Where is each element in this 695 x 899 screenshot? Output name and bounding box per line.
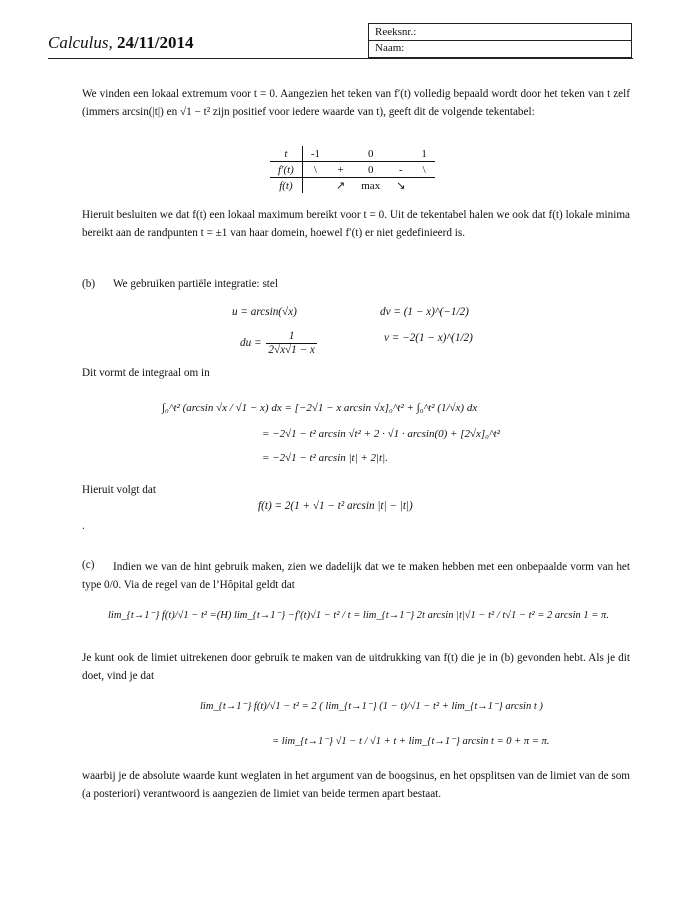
part-c-text: Indien we van de hint gebruik maken, zien we dadelijk dat we te maken hebben met een onbepaalde vorm van het type 0/0. Via de regel van de l’Hôpital geldt dat: [82, 561, 630, 591]
cell: [328, 146, 353, 162]
du-fraction: [266, 330, 317, 357]
part-c-text-2: Je kunt ook de limiet uitrekenen door gebruik te maken van de uitdrukking van f(t) die je in (b) gevonden hebt. Als je dit doet, vind je dat: [82, 652, 630, 682]
conclusion-paragraph: Hieruit besluiten we dat f(t) een lokaal maximum bereikt voor t = 0. Uit de tekentabel halen we ook dat f(t) lokale minima bereikt aan de randpunten t = ±1 van haar domein, hoewel f′(t) er niet gedefinieerd is.: [82, 209, 630, 239]
stray-dot: .: [82, 520, 85, 532]
du-lhs: du =: [240, 337, 262, 350]
cell: 0: [367, 147, 374, 160]
cell: 1: [421, 147, 427, 160]
integral-line-3: = −2√1 − t² arcsin |t| + 2|t|.: [262, 452, 388, 464]
cell: -1: [310, 147, 321, 160]
def-du: [240, 330, 319, 357]
reeksnr-label: Reeksnr.:: [375, 26, 417, 38]
cell: f′(t): [270, 162, 302, 178]
intro-paragraph: We vinden een lokaal extremum voor t = 0. Aangezien het teken van f′(t) volledig bepaald wordt door het teken van t zelf (immers arcsin(|t|) en √1 − t² zijn positief voor iedere waarde van t), geeft dit de volgende tekentabel:: [82, 88, 630, 118]
cell: [302, 178, 328, 194]
course-name: Calculus,: [48, 33, 113, 52]
cell: max: [353, 178, 388, 194]
cell: [413, 178, 435, 194]
cell: \: [302, 162, 328, 178]
cell: t: [270, 146, 302, 162]
follows-text: Hieruit volgt dat: [82, 484, 156, 496]
def-v: v = −2(1 − x)^(1/2): [384, 332, 473, 344]
part-c-label: (c): [82, 559, 95, 571]
du-numerator: 1: [266, 330, 317, 344]
student-info-box: [368, 23, 632, 58]
part-c-text-3: waarbij je de absolute waarde kunt weglaten in het argument van de boogsinus, en het opsplitsen van de limiet van de som (a posteriori) verantwoord is aangezien de limiet van beide termen apart bestaat.: [82, 770, 630, 800]
box-divider: [369, 40, 631, 41]
part-b-text: We gebruiken partiële integratie: stel: [113, 278, 278, 290]
cell: ↗: [328, 178, 353, 194]
part-b-label: (b): [82, 278, 96, 290]
exam-date: 24/11/2014: [116, 33, 194, 52]
integral-line-1: ∫₀^t² (arcsin √x / √1 − x) dx = [−2√1 − x arcsin √x]₀^t² + ∫₀^t² (1/√x) dx: [162, 402, 478, 414]
cell: ↘: [388, 178, 413, 194]
limit-line-1: lim_{t→1⁻} f(t)/√1 − t² =(H) lim_{t→1⁻} −f′(t)√1 − t² / t = lim_{t→1⁻} 2t arcsin |t|√1 − t² / t√1 − t² = 2 arcsin 1 = π.: [108, 610, 609, 621]
sign-row-fprime: [270, 162, 435, 178]
cell: +: [328, 162, 353, 178]
naam-label: Naam:: [375, 42, 405, 54]
def-dv: dv = (1 − x)^(−1/2): [380, 306, 469, 318]
cell: 0: [353, 162, 388, 178]
sign-row-t: [270, 146, 435, 162]
f-result: f(t) = 2(1 + √1 − t² arcsin |t| − |t|): [258, 500, 413, 512]
sign-row-f: [270, 178, 435, 194]
integral-line-2: = −2√1 − t² arcsin √t² + 2 · √1 · arcsin(0) + [2√x]₀^t²: [262, 428, 500, 440]
du-denominator: 2√x√1 − x: [268, 344, 315, 356]
cell: [388, 146, 413, 162]
limit-line-2a: lim_{t→1⁻} f(t)/√1 − t² = 2 ( lim_{t→1⁻} (1 − t)/√1 − t² + lim_{t→1⁻} arcsin t ): [200, 701, 543, 712]
cell: \: [413, 162, 435, 178]
limit-line-2b: = lim_{t→1⁻} √1 − t / √1 + t + lim_{t→1⁻} arcsin t = 0 + π = π.: [272, 736, 550, 747]
cell: -: [388, 162, 413, 178]
sign-table: [270, 146, 435, 193]
def-u: u = arcsin(√x): [232, 306, 297, 318]
transform-text: Dit vormt de integraal om in: [82, 367, 210, 379]
cell: f(t): [270, 178, 302, 194]
header-title: [48, 33, 193, 53]
header-rule: [48, 58, 633, 59]
